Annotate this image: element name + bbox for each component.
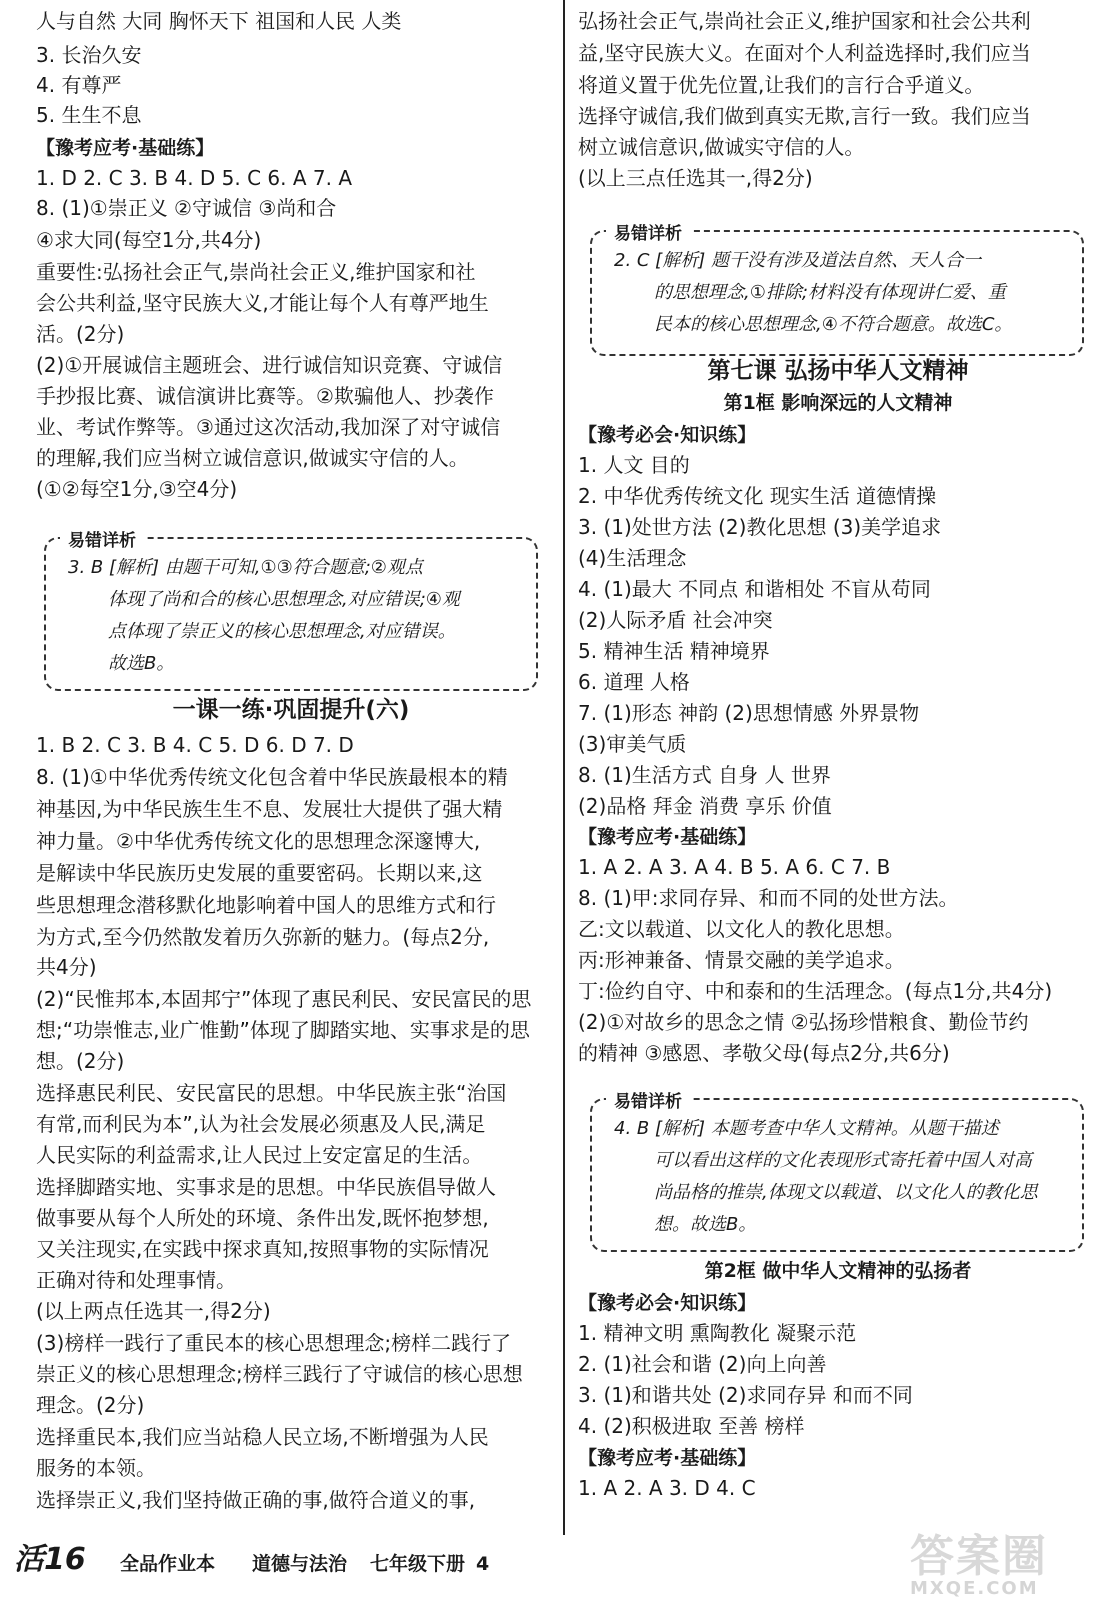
text-line: 4. 有尊严 [36, 73, 122, 97]
text-line: 乙:文以载道、以文化人的教化思想。 [578, 917, 905, 941]
watermark [910, 1520, 1090, 1599]
text-line: 8. (1)生活方式 自身 人 世界 [578, 763, 831, 787]
text-line: 人与自然 大同 胸怀天下 祖国和人民 人类 [36, 9, 402, 33]
text-line: 1. A 2. A 3. A 4. B 5. A 6. C 7. B [578, 855, 891, 879]
text-line: 的精神 ③感恩、孝敬父母(每点2分,共6分) [578, 1041, 950, 1065]
box-tag: 易错详析 [606, 1087, 690, 1112]
text-line: 2. (1)社会和谐 (2)向上向善 [578, 1352, 827, 1376]
subject: 道德与法治 [252, 1553, 348, 1575]
text-line: 的理解,我们应当树立诚信意识,做诚实守信的人。 [36, 446, 469, 470]
sub-heading: 第2框 做中华人文精神的弘扬者 [704, 1260, 972, 1282]
text-line: 正确对待和处理事情。 [36, 1268, 236, 1292]
watermark-url: MXQE.COM [910, 1578, 1039, 1599]
text-line: 3. 长治久安 [36, 43, 142, 67]
text-line: 会公共利益,坚守民族大义,才能让每个人有尊严地生 [36, 291, 489, 315]
text-line: 崇正义的核心思想理念;榜样三践行了守诚信的核心思想 [36, 1362, 523, 1386]
box-line: 3. B [解析] 由题干可知,①③符合题意;②观点 [68, 557, 423, 578]
text-line: 树立诚信意识,做诚实守信的人。 [578, 135, 865, 159]
text-line: (2)品格 拜金 消费 享乐 价值 [578, 794, 832, 818]
page-number: 活16 [14, 1542, 86, 1577]
text-line: 为方式,至今仍然散发着历久弥新的魅力。(每点2分, [36, 925, 490, 949]
text-line: 又关注现实,在实践中探求真知,按照事物的实际情况 [36, 1237, 489, 1261]
volume-number: 4 [476, 1553, 490, 1575]
book-title: 全品作业本 [120, 1553, 216, 1575]
text-line: 想;“功崇惟志,业广惟勤”体现了脚踏实地、实事求是的思 [36, 1018, 530, 1042]
box-tag: 易错详析 [606, 219, 690, 244]
text-line: 7. (1)形态 神韵 (2)思想情感 外界景物 [578, 701, 920, 725]
text-line: (3)榜样一践行了重民本的核心思想理念;榜样二践行了 [36, 1331, 512, 1355]
text-line: 益,坚守民族大义。在面对个人利益选择时,我们应当 [578, 41, 1031, 65]
text-line: 人民实际的利益需求,让人民过上安定富足的生活。 [36, 1143, 483, 1167]
text-line: 5. 生生不息 [36, 103, 142, 127]
text-line: 活。(2分) [36, 322, 125, 346]
text-line: 做事要从每个人所处的环境、条件出发,既怀抱梦想, [36, 1206, 489, 1230]
text-line: 有常,而利民为本”,认为社会发展必须惠及人民,满足 [36, 1112, 486, 1136]
text-line: 业、考试作弊等。③通过这次活动,我加深了对守诚信 [36, 415, 501, 439]
box-line: 民本的核心思想理念,④不符合题意。故选C。 [654, 314, 1013, 335]
text-line: 选择惠民利民、安民富民的思想。中华民族主张“治国 [36, 1081, 507, 1105]
text-line: 1. A 2. A 3. D 4. C [578, 1476, 756, 1500]
text-line: 1. 精神文明 熏陶教化 凝聚示范 [578, 1321, 857, 1345]
text-line: 服务的本领。 [36, 1456, 156, 1480]
text-line: 5. 精神生活 精神境界 [578, 639, 770, 663]
column-divider [563, 0, 565, 1535]
box-line: 4. B [解析] 本题考查中华人文精神。从题干描述 [614, 1118, 999, 1139]
text-line: (4)生活理念 [578, 546, 687, 570]
text-line: 选择崇正义,我们坚持做正确的事,做符合道义的事, [36, 1488, 476, 1512]
error-analysis-box-right-2 [590, 1092, 1084, 1252]
section-label: 【豫考必会·知识练】 [578, 1292, 757, 1314]
text-line: 选择重民本,我们应当站稳人民立场,不断增强为人民 [36, 1425, 489, 1449]
text-line: 3. (1)和谐共处 (2)求同存异 和而不同 [578, 1383, 913, 1407]
text-line: 丙:形神兼备、情景交融的美学追求。 [578, 948, 905, 972]
section-label: 【豫考必会·知识练】 [578, 424, 757, 446]
watermark-logo: 答案圈 [910, 1531, 1048, 1582]
text-line: 神力量。②中华优秀传统文化的思想理念深邃博大, [36, 829, 481, 853]
section-heading: 一课一练·巩固提升(六) [172, 697, 410, 723]
text-line: 2. 中华优秀传统文化 现实生活 道德情操 [578, 484, 937, 508]
text-line: (以上两点任选其一,得2分) [36, 1299, 271, 1323]
text-line: 8. (1)甲:求同存异、和而不同的处世方法。 [578, 886, 959, 910]
text-line: 将道义置于优先位置,让我们的言行合乎道义。 [578, 73, 985, 97]
text-line: 1. B 2. C 3. B 4. C 5. D 6. D 7. D [36, 733, 354, 757]
text-line: 丁:俭约自守、中和泰和的生活理念。(每点1分,共4分) [578, 979, 1053, 1003]
text-line: 手抄报比赛、诚信演讲比赛等。②欺骗他人、抄袭作 [36, 384, 494, 408]
section-label: 【豫考应考·基础练】 [36, 137, 215, 159]
box-line: 想。故选B。 [654, 1214, 757, 1235]
text-line: (①②每空1分,③空4分) [36, 477, 238, 501]
text-line: 4. (2)积极进取 至善 榜样 [578, 1414, 805, 1438]
text-line: 神基因,为中华民族生生不息、发展壮大提供了强大精 [36, 797, 503, 821]
error-analysis-box-right-1 [590, 224, 1084, 356]
box-tag: 易错详析 [60, 526, 144, 551]
grade: 七年级下册 [370, 1553, 466, 1575]
text-line: 弘扬社会正气,崇尚社会正义,维护国家和社会公共利 [578, 9, 1031, 33]
text-line: (2)“民惟邦本,本固邦宁”体现了惠民利民、安民富民的思 [36, 987, 532, 1011]
text-line: 3. (1)处世方法 (2)教化思想 (3)美学追求 [578, 515, 942, 539]
text-line: 重要性:弘扬社会正气,崇尚社会正义,维护国家和社 [36, 260, 476, 284]
text-line: 8. (1)①崇正义 ②守诚信 ③尚和合 [36, 196, 337, 220]
text-line: 些思想理念潜移默化地影响着中国人的思维方式和行 [36, 893, 496, 917]
text-line: 6. 道理 人格 [578, 670, 690, 694]
text-line: (3)审美气质 [578, 732, 687, 756]
text-line: 1. 人文 目的 [578, 453, 690, 477]
text-line: 理念。(2分) [36, 1393, 145, 1417]
box-line: 故选B。 [108, 653, 175, 674]
text-line: 1. D 2. C 3. B 4. D 5. C 6. A 7. A [36, 166, 353, 190]
box-line: 2. C [解析] 题干没有涉及道法自然、天人合一 [614, 250, 981, 271]
text-line: 选择守诚信,我们做到真实无欺,言行一致。我们应当 [578, 104, 1031, 128]
box-line: 可以看出这样的文化表现形式寄托着中国人对高 [654, 1150, 1032, 1171]
box-line: 的思想理念,①排除;材料没有体现讲仁爱、重 [654, 282, 1006, 303]
text-line: 共4分) [36, 955, 97, 979]
text-line: ④求大同(每空1分,共4分) [36, 228, 262, 252]
text-line: (2)①对故乡的思念之情 ②弘扬珍惜粮食、勤俭节约 [578, 1010, 1029, 1034]
text-line: 8. (1)①中华优秀传统文化包含着中华民族最根本的精 [36, 765, 508, 789]
text-line: (2)①开展诚信主题班会、进行诚信知识竞赛、守诚信 [36, 353, 503, 377]
text-line: (以上三点任选其一,得2分) [578, 166, 813, 190]
box-line: 尚品格的推崇,体现文以载道、以文化人的教化思 [654, 1182, 1038, 1203]
box-line: 点体现了崇正义的核心思想理念,对应错误。 [108, 621, 456, 642]
text-line: 是解读中华民族历史发展的重要密码。长期以来,这 [36, 861, 483, 885]
section-heading: 第七课 弘扬中华人文精神 [707, 358, 969, 384]
section-label: 【豫考应考·基础练】 [578, 1447, 757, 1469]
text-line: 4. (1)最大 不同点 和谐相处 不盲从苟同 [578, 577, 931, 601]
text-line: 想。(2分) [36, 1049, 125, 1073]
error-analysis-box-left [44, 531, 538, 691]
text-line: (2)人际矛盾 社会冲突 [578, 608, 773, 632]
text-line: 选择脚踏实地、实事求是的思想。中华民族倡导做人 [36, 1175, 496, 1199]
sub-heading: 第1框 影响深远的人文精神 [723, 392, 953, 414]
section-label: 【豫考应考·基础练】 [578, 826, 757, 848]
box-line: 体现了尚和合的核心思想理念,对应错误;④观 [108, 589, 460, 610]
